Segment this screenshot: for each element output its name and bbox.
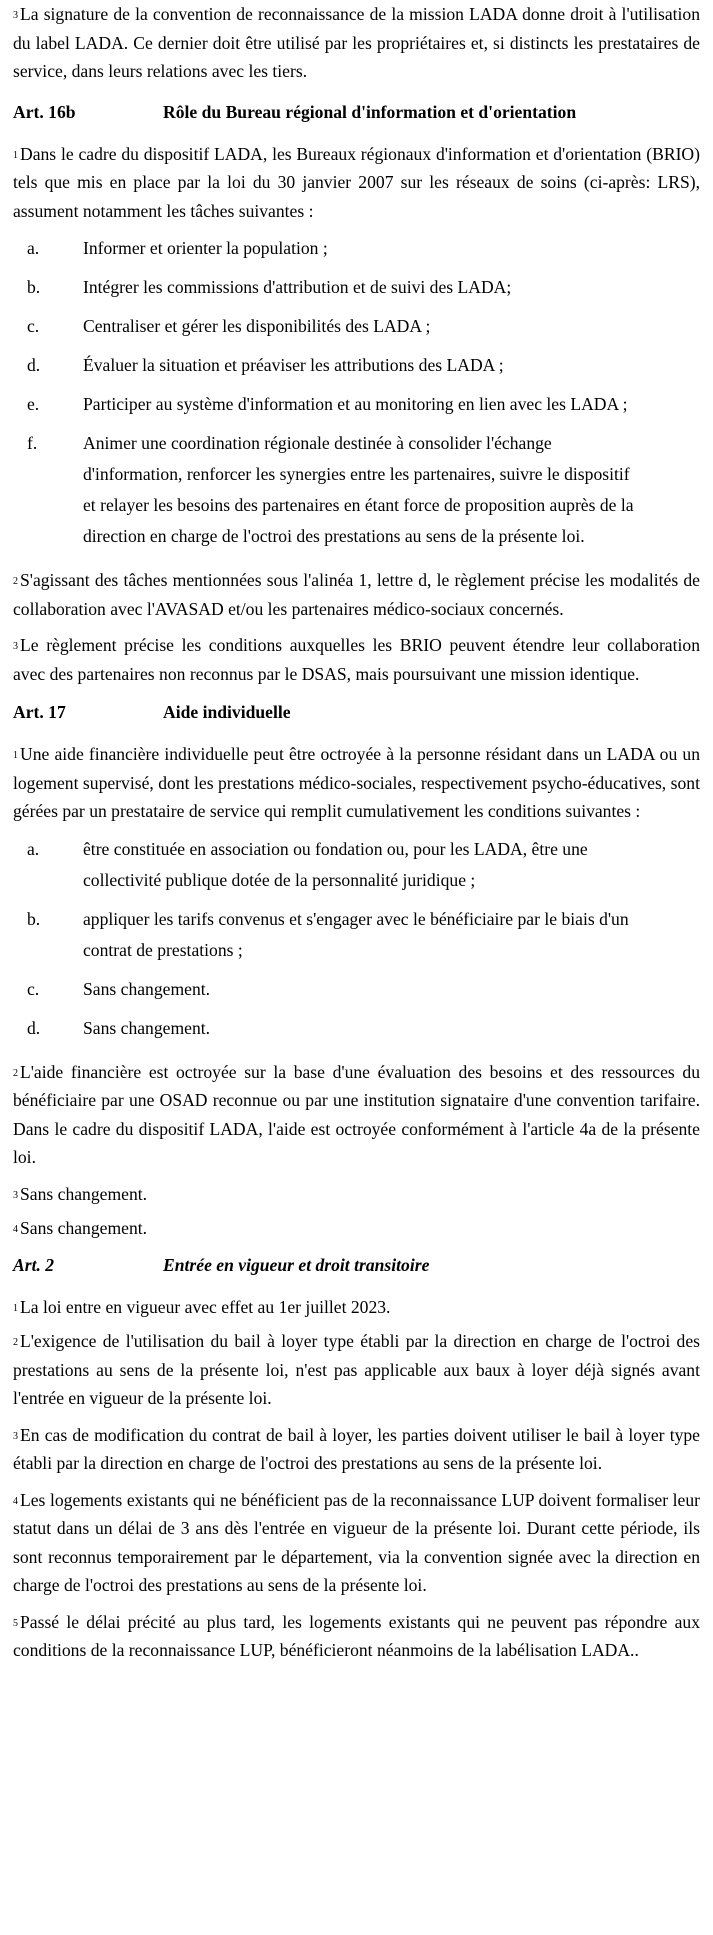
- list-text: Animer une coordination régionale destinée à consolider l'échange d'information, renforcer les synergies entre les partenaires, suivre le dispositif et relayer les besoins des partenaires en étant force de proposition auprès de la direction en charge de l'octroi des prestations au sens de la présente loi.: [83, 433, 634, 546]
- list-text: Intégrer les commissions d'attribution et de suivi des LADA;: [83, 277, 512, 297]
- list-text: Participer au système d'information et au monitoring en lien avec les LADA ;: [83, 394, 628, 414]
- task-list-16b: [13, 233, 700, 552]
- footnote-number: 1: [13, 149, 18, 161]
- paragraph-17-3: [13, 1180, 700, 1209]
- list-item: [13, 834, 700, 896]
- list-item: [13, 974, 700, 1005]
- paragraph-text: S'agissant des tâches mentionnées sous l'alinéa 1, lettre d, le règlement précise les modalités de collaboration avec l'AVASAD et/ou les partenaires médico-sociaux concernés.: [13, 570, 700, 619]
- paragraph-text: Sans changement.: [20, 1183, 148, 1204]
- paragraph-2-5: [13, 1608, 700, 1665]
- footnote-number: 4: [13, 1495, 18, 1507]
- list-text: Sans changement.: [83, 1017, 211, 1038]
- list-item: [13, 233, 700, 264]
- footnote-number: 3: [13, 10, 18, 21]
- paragraph-text: L'exigence de l'utilisation du bail à loyer type établi par la direction en charge de l'octroi des prestations au sens de la présente loi, n'est pas applicable aux baux à loyer déjà signés avant l'entrée en vigueur de la présente loi.: [13, 1331, 700, 1408]
- list-item: [13, 350, 700, 381]
- list-item: [13, 1013, 700, 1044]
- paragraph-16b-2: [13, 566, 700, 623]
- list-letter: a.: [27, 238, 40, 258]
- list-letter: b.: [27, 277, 41, 297]
- list-letter: c.: [27, 316, 40, 336]
- article-title: Rôle du Bureau régional d'information et d'orientation: [163, 101, 577, 122]
- footnote-number: 2: [13, 576, 18, 587]
- paragraph-16b-1: [13, 140, 700, 226]
- list-item: [13, 904, 700, 966]
- list-text: Sans changement.: [83, 978, 211, 999]
- condition-list-17: [13, 834, 700, 1044]
- footnote-number: 4: [13, 1224, 18, 1235]
- footnote-number: 3: [13, 641, 18, 652]
- footnote-number: 3: [13, 1430, 18, 1442]
- list-letter: d.: [27, 1017, 41, 1038]
- list-letter: b.: [27, 908, 41, 929]
- paragraph-text: Les logements existants qui ne bénéficient pas de la reconnaissance LUP doivent formaliser leur statut dans un délai de 3 ans dès l'entrée en vigueur de la présente loi. Durant cette période, ils sont reconnus temporairement par le département, via la convention signée avec la direction en charge de l'octroi des prestations au sens de la présente loi.: [13, 1489, 700, 1595]
- article-title: Entrée en vigueur et droit transitoire: [163, 1254, 430, 1275]
- footnote-number: 2: [13, 1067, 18, 1079]
- article-number: Art. 16b: [13, 101, 76, 122]
- article-number: Art. 2: [13, 1254, 55, 1275]
- paragraph-17-1: [13, 740, 700, 826]
- list-item: [13, 272, 700, 303]
- paragraph-2-3: [13, 1421, 700, 1478]
- paragraph-text: La signature de la convention de reconnaissance de la mission LADA donne droit à l'utilisation du label LADA. Ce dernier doit être utilisé par les propriétaires et, si distincts les prestataires de service, dans leurs relations avec les tiers.: [13, 4, 700, 81]
- footnote-number: 1: [13, 1302, 18, 1314]
- paragraph-text: Le règlement précise les conditions auxquelles les BRIO peuvent étendre leur collaboration avec des partenaires non reconnus par le DSAS, mais poursuivant une mission identique.: [13, 635, 700, 684]
- list-letter: e.: [27, 394, 40, 414]
- footnote-number: 3: [13, 1189, 18, 1201]
- list-item: [13, 428, 700, 552]
- article-number: Art. 17: [13, 702, 66, 722]
- paragraph-17-4: [13, 1214, 700, 1243]
- paragraph-text: La loi entre en vigueur avec effet au 1er juillet 2023.: [20, 1296, 391, 1317]
- article-heading-16b: [13, 98, 700, 126]
- paragraph-text: Dans le cadre du dispositif LADA, les Bureaux régionaux d'information et d'orientation (BRIO) tels que mis en place par la loi du 30 janvier 2007 sur les réseaux de soins (ci-après: LRS), assument notamment les tâches suivantes :: [13, 143, 700, 221]
- list-text: Évaluer la situation et préaviser les attributions des LADA ;: [83, 355, 504, 375]
- paragraph-label-use: [13, 0, 700, 86]
- list-letter: c.: [27, 978, 40, 999]
- paragraph-17-2: [13, 1058, 700, 1172]
- list-text: Informer et orienter la population ;: [83, 238, 328, 258]
- article-heading-17: [13, 698, 700, 726]
- list-letter: a.: [27, 838, 40, 859]
- footnote-number: 1: [13, 750, 18, 761]
- paragraph-2-4: [13, 1486, 700, 1600]
- list-letter: d.: [27, 355, 41, 375]
- paragraph-text: Une aide financière individuelle peut être octroyée à la personne résidant dans un LADA ou un logement supervisé, dont les prestations médico-sociales, respectivement psycho-éducatives, sont gérées par un prestataire de service qui remplit cumulativement les conditions suivantes :: [13, 744, 700, 821]
- paragraph-text: Passé le délai précité au plus tard, les logements existants qui ne peuvent pas répondre aux conditions de la reconnaissance LUP, bénéficieront néanmoins de la labélisation LADA..: [13, 1611, 700, 1660]
- list-letter: f.: [27, 433, 38, 453]
- footnote-number: 5: [13, 1617, 18, 1629]
- list-item: [13, 389, 700, 420]
- paragraph-text: L'aide financière est octroyée sur la base d'une évaluation des besoins et des ressources du bénéficiaire par une OSAD reconnue ou par une institution signataire d'une convention tarifaire. Dans le cadre du dispositif LADA, l'aide est octroyée conformément à l'article 4a de la présente loi.: [13, 1061, 700, 1167]
- list-text: être constituée en association ou fondation ou, pour les LADA, être une collectivité publique dotée de la personnalité juridique ;: [83, 838, 588, 890]
- list-text: appliquer les tarifs convenus et s'engager avec le bénéficiaire par le biais d'un contrat de prestations ;: [83, 908, 629, 960]
- list-item: [13, 311, 700, 342]
- list-text: Centraliser et gérer les disponibilités des LADA ;: [83, 316, 431, 336]
- paragraph-text: En cas de modification du contrat de bail à loyer, les parties doivent utiliser le bail à loyer type établi par la direction en charge de l'octroi des prestations au sens de la présente loi.: [13, 1424, 700, 1473]
- paragraph-2-1: [13, 1293, 700, 1322]
- article-heading-2: [13, 1251, 700, 1279]
- footnote-number: 2: [13, 1337, 18, 1348]
- article-title: Aide individuelle: [163, 702, 291, 722]
- paragraph-text: Sans changement.: [20, 1218, 148, 1238]
- paragraph-2-2: [13, 1327, 700, 1413]
- paragraph-16b-3: [13, 631, 700, 688]
